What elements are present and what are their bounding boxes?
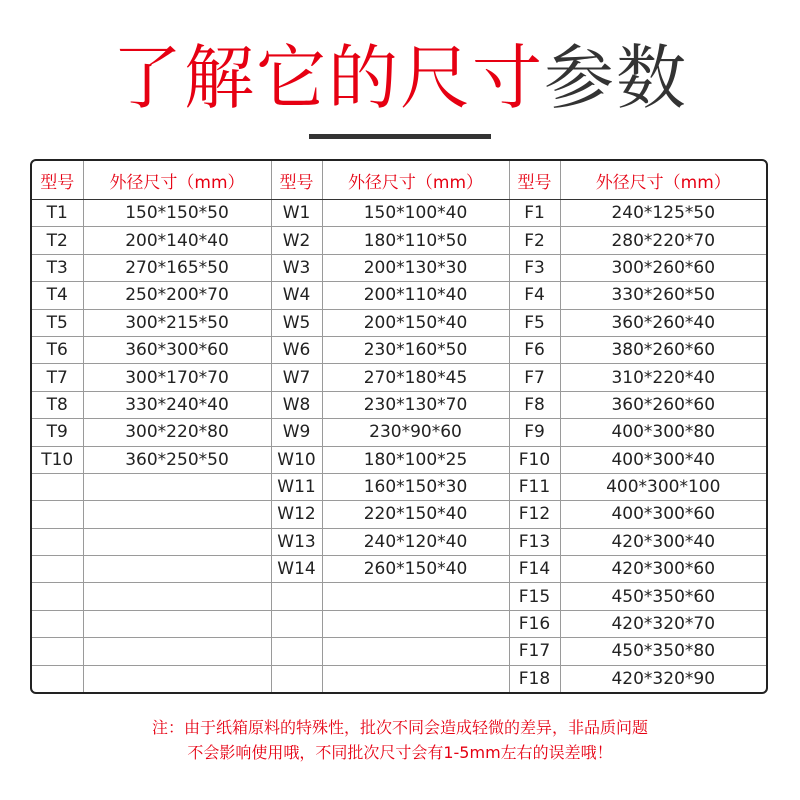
cell-t-code: [32, 473, 83, 500]
cell-f-code: F6: [509, 336, 560, 363]
cell-f-code: F11: [509, 473, 560, 500]
cell-t-size: 330*240*40: [83, 391, 271, 418]
table-row: [32, 665, 766, 692]
cell-t-size: 250*200*70: [83, 282, 271, 309]
header-size-w: 外径尺寸（mm）: [322, 161, 509, 200]
cell-f-code: F1: [509, 200, 560, 227]
cell-t-code: [32, 556, 83, 583]
cell-w-size: 200*130*30: [322, 254, 509, 281]
cell-w-size: [322, 665, 509, 692]
cell-w-code: W12: [271, 501, 322, 528]
cell-f-size: 400*300*40: [560, 446, 766, 473]
cell-f-size: 420*300*60: [560, 556, 766, 583]
title-red-part: 了解它的尺寸: [112, 37, 544, 119]
header-code-f: 型号: [509, 161, 560, 200]
table-row: [32, 528, 766, 555]
cell-f-size: 420*300*40: [560, 528, 766, 555]
cell-w-code: W10: [271, 446, 322, 473]
header-code-w: 型号: [271, 161, 322, 200]
cell-t-code: T5: [32, 309, 83, 336]
cell-w-code: W14: [271, 556, 322, 583]
cell-t-size: [83, 638, 271, 665]
cell-f-size: 240*125*50: [560, 200, 766, 227]
cell-t-code: T9: [32, 419, 83, 446]
cell-t-code: T2: [32, 227, 83, 254]
cell-w-code: [271, 665, 322, 692]
title-underline: [309, 134, 491, 139]
cell-w-size: 180*110*50: [322, 227, 509, 254]
cell-t-code: T3: [32, 254, 83, 281]
cell-f-code: F13: [509, 528, 560, 555]
cell-t-size: 200*140*40: [83, 227, 271, 254]
cell-f-size: 400*300*100: [560, 473, 766, 500]
cell-f-code: F3: [509, 254, 560, 281]
cell-f-size: 450*350*60: [560, 583, 766, 610]
cell-f-size: 400*300*60: [560, 501, 766, 528]
cell-f-size: 310*220*40: [560, 364, 766, 391]
table-row: [32, 638, 766, 665]
cell-w-code: W11: [271, 473, 322, 500]
cell-f-code: F12: [509, 501, 560, 528]
cell-t-size: [83, 583, 271, 610]
cell-t-size: [83, 665, 271, 692]
cell-t-code: T7: [32, 364, 83, 391]
cell-f-code: F17: [509, 638, 560, 665]
cell-t-code: [32, 528, 83, 555]
cell-w-size: 230*160*50: [322, 336, 509, 363]
cell-f-code: F8: [509, 391, 560, 418]
cell-t-size: [83, 610, 271, 637]
cell-w-size: [322, 610, 509, 637]
cell-w-size: 230*90*60: [322, 419, 509, 446]
cell-f-size: 380*260*60: [560, 336, 766, 363]
cell-w-code: W4: [271, 282, 322, 309]
cell-f-code: F18: [509, 665, 560, 692]
header-code-t: 型号: [32, 161, 83, 200]
cell-t-size: [83, 556, 271, 583]
cell-w-code: W3: [271, 254, 322, 281]
table-row: [32, 200, 766, 227]
cell-w-code: W8: [271, 391, 322, 418]
cell-t-size: [83, 501, 271, 528]
table-row: [32, 556, 766, 583]
cell-t-code: [32, 583, 83, 610]
cell-t-size: 150*150*50: [83, 200, 271, 227]
cell-w-code: [271, 583, 322, 610]
cell-f-code: F16: [509, 610, 560, 637]
cell-w-size: 180*100*25: [322, 446, 509, 473]
cell-w-size: 160*150*30: [322, 473, 509, 500]
cell-f-size: 280*220*70: [560, 227, 766, 254]
cell-w-code: [271, 610, 322, 637]
cell-w-code: [271, 638, 322, 665]
cell-w-size: 240*120*40: [322, 528, 509, 555]
table-row: [32, 364, 766, 391]
cell-f-code: F5: [509, 309, 560, 336]
cell-t-code: T10: [32, 446, 83, 473]
cell-t-code: [32, 638, 83, 665]
page-title: [0, 30, 800, 126]
note-line-2: 不会影响使用哦，不同批次尺寸会有1-5mm左右的误差哦！: [187, 743, 613, 762]
cell-f-code: F2: [509, 227, 560, 254]
cell-f-code: F7: [509, 364, 560, 391]
cell-w-size: 220*150*40: [322, 501, 509, 528]
size-table: [32, 161, 766, 692]
cell-t-size: 300*215*50: [83, 309, 271, 336]
cell-t-size: 360*250*50: [83, 446, 271, 473]
title-dark-part: 参数: [544, 37, 688, 119]
cell-f-size: 400*300*80: [560, 419, 766, 446]
cell-t-size: 300*170*70: [83, 364, 271, 391]
cell-t-size: [83, 528, 271, 555]
cell-w-code: W1: [271, 200, 322, 227]
cell-f-code: F9: [509, 419, 560, 446]
cell-w-size: 200*150*40: [322, 309, 509, 336]
cell-f-code: F14: [509, 556, 560, 583]
cell-t-size: 300*220*80: [83, 419, 271, 446]
cell-w-code: W7: [271, 364, 322, 391]
cell-w-code: W13: [271, 528, 322, 555]
cell-w-size: [322, 638, 509, 665]
table-row: [32, 227, 766, 254]
cell-f-size: 300*260*60: [560, 254, 766, 281]
cell-w-code: W6: [271, 336, 322, 363]
table-row: [32, 391, 766, 418]
cell-w-code: W5: [271, 309, 322, 336]
size-table-container: [30, 159, 768, 694]
cell-f-size: 420*320*90: [560, 665, 766, 692]
table-header-row: [32, 161, 766, 200]
cell-f-size: 450*350*80: [560, 638, 766, 665]
cell-w-size: 200*110*40: [322, 282, 509, 309]
cell-w-size: 230*130*70: [322, 391, 509, 418]
header-size-t: 外径尺寸（mm）: [83, 161, 271, 200]
cell-f-code: F10: [509, 446, 560, 473]
table-row: [32, 583, 766, 610]
cell-t-code: T6: [32, 336, 83, 363]
cell-w-size: [322, 583, 509, 610]
cell-w-size: 270*180*45: [322, 364, 509, 391]
table-row: [32, 473, 766, 500]
cell-f-code: F4: [509, 282, 560, 309]
note-line-1: 注：由于纸箱原料的特殊性，批次不同会造成轻微的差异，非品质问题: [151, 718, 648, 737]
cell-t-code: T8: [32, 391, 83, 418]
cell-t-code: T4: [32, 282, 83, 309]
table-row: [32, 254, 766, 281]
cell-f-code: F15: [509, 583, 560, 610]
cell-w-size: 260*150*40: [322, 556, 509, 583]
table-row: [32, 446, 766, 473]
cell-t-size: [83, 473, 271, 500]
table-row: [32, 610, 766, 637]
cell-w-code: W9: [271, 419, 322, 446]
table-row: [32, 336, 766, 363]
cell-f-size: 360*260*60: [560, 391, 766, 418]
cell-f-size: 360*260*40: [560, 309, 766, 336]
table-row: [32, 419, 766, 446]
cell-t-code: [32, 665, 83, 692]
cell-f-size: 420*320*70: [560, 610, 766, 637]
cell-t-size: 360*300*60: [83, 336, 271, 363]
table-row: [32, 309, 766, 336]
cell-t-code: T1: [32, 200, 83, 227]
cell-f-size: 330*260*50: [560, 282, 766, 309]
cell-t-code: [32, 501, 83, 528]
header-size-f: 外径尺寸（mm）: [560, 161, 766, 200]
cell-t-size: 270*165*50: [83, 254, 271, 281]
table-row: [32, 282, 766, 309]
cell-w-size: 150*100*40: [322, 200, 509, 227]
table-row: [32, 501, 766, 528]
cell-t-code: [32, 610, 83, 637]
cell-w-code: W2: [271, 227, 322, 254]
